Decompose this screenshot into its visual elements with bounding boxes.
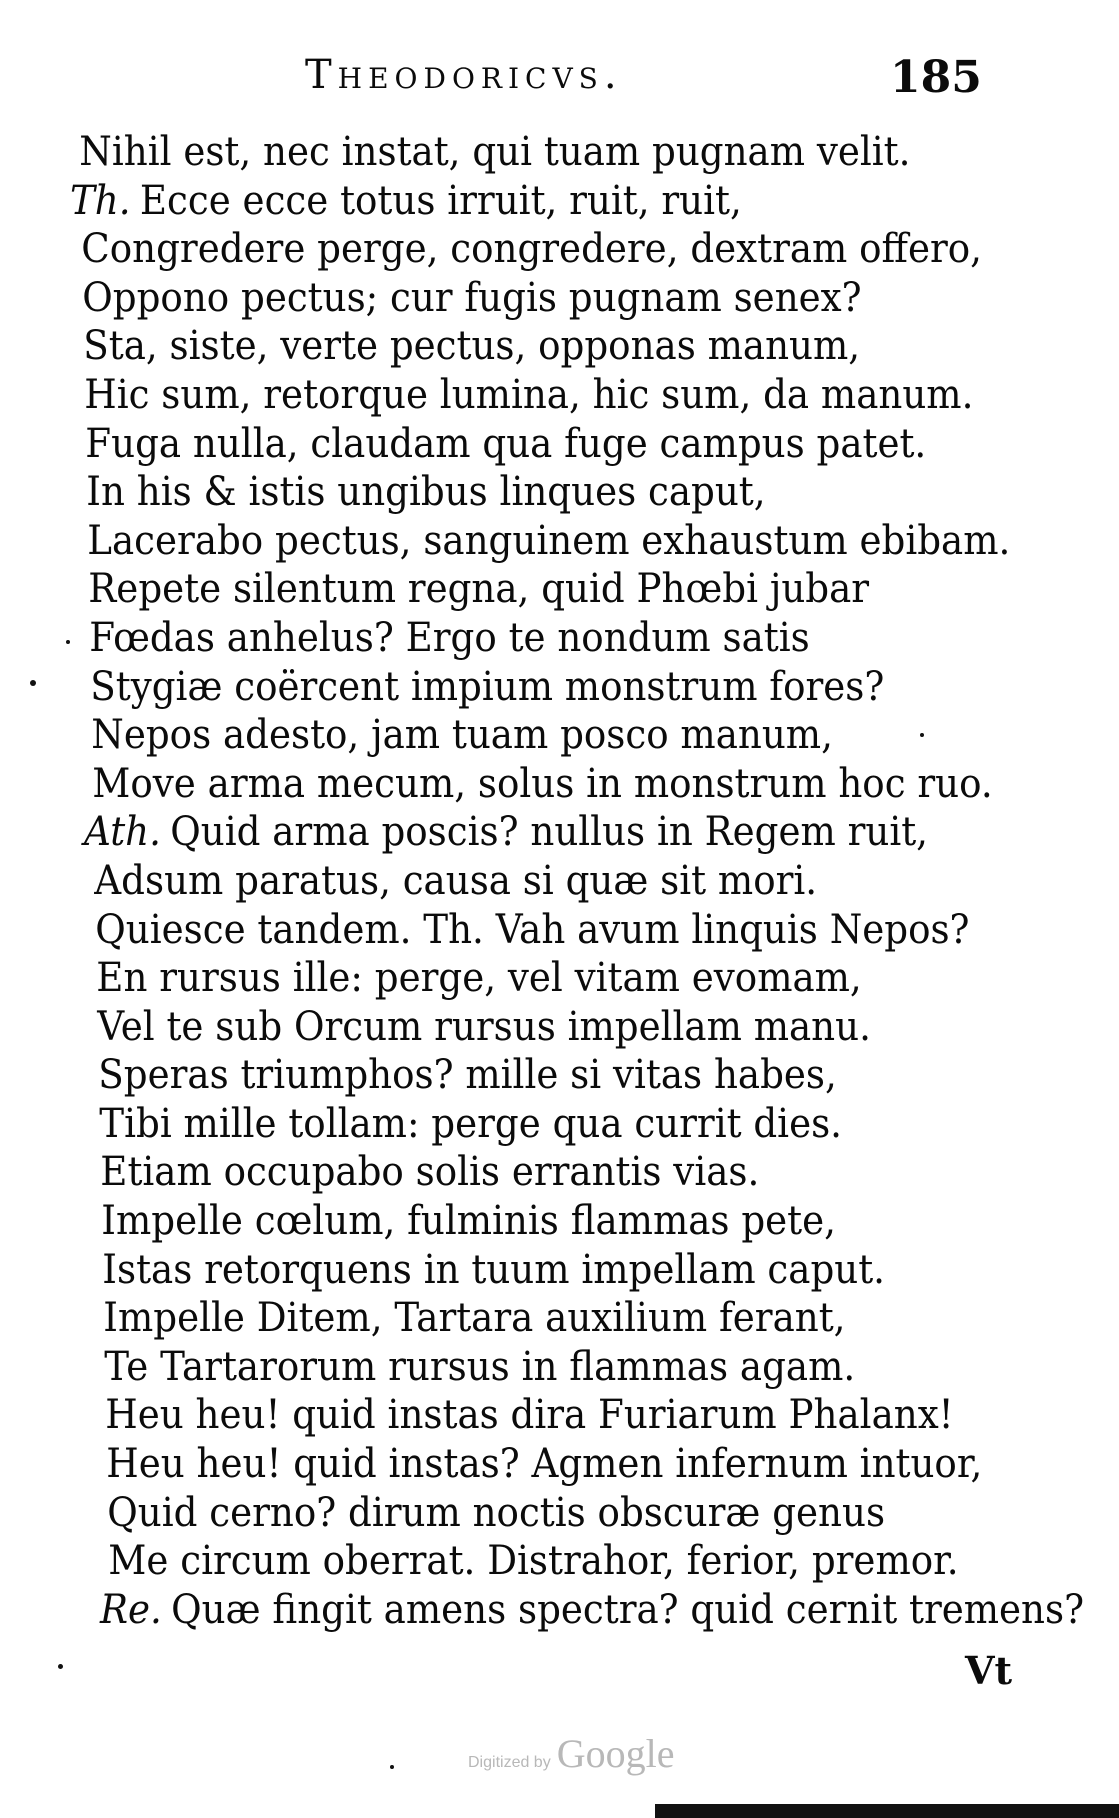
verse-line: Lacerabo pectus, sanguinem exhaustum ebibam. — [87, 517, 1011, 564]
verse-line: Congredere perge, congredere, dextram offero, — [81, 226, 983, 273]
verse-line: Te Tartarorum rursus in flammas agam. — [104, 1343, 856, 1390]
speaker-label: Re. — [100, 1586, 162, 1633]
page-edge-shadow — [655, 1804, 1119, 1818]
verse-line: Vel te sub Orcum rursus impellam manu. — [97, 1003, 871, 1050]
page-header — [0, 52, 1119, 112]
verse-line: Re. Quæ fingit amens spectra? quid cernit tremens? — [100, 1586, 1085, 1633]
verse-line: Nihil est, nec instat, qui tuam pugnam velit. — [79, 129, 911, 175]
verse-line: Th. Ecce ecce totus irruit, ruit, ruit, — [70, 177, 742, 224]
verse-line: In his & istis ungibus linques caput, — [86, 469, 766, 516]
verse-text — [0, 128, 1119, 1634]
verse-line: Stygiæ coërcent impium monstrum fores? — [90, 663, 885, 710]
scan-speck — [920, 733, 924, 737]
verse-line: Etiam occupabo solis errantis vias. — [100, 1149, 760, 1196]
verse-line: Adsum paratus, causa si quæ sit mori. — [94, 857, 818, 904]
verse-line: Hic sum, retorque lumina, hic sum, da manum. — [84, 371, 974, 418]
verse-line: Impelle cœlum, fulminis flammas pete, — [101, 1198, 836, 1245]
verse-line: Oppono pectus; cur fugis pugnam senex? — [82, 274, 862, 321]
speaker-label: Ath. — [84, 809, 161, 856]
verse-line: Heu heu! quid instas dira Furiarum Phalanx! — [105, 1392, 954, 1439]
verse-line: Move arma mecum, solus in monstrum hoc ruo. — [92, 760, 993, 807]
running-title: Theodoricvs. — [305, 52, 623, 98]
verse-line: Impelle Ditem, Tartara auxilium ferant, — [103, 1295, 846, 1342]
verse-line: Repete silentum regna, quid Phœbi jubar — [88, 566, 870, 613]
verse-line: Fœdas anhelus? Ergo te nondum satis — [89, 614, 810, 661]
watermark-brand: Google — [556, 1731, 675, 1776]
speaker-label: Th. — [70, 177, 131, 224]
scan-speck — [66, 640, 70, 644]
scan-speck — [390, 1765, 394, 1769]
verse-line: Speras triumphos? mille si vitas habes, — [98, 1052, 837, 1099]
verse-line: Me circum oberrat. Distrahor, ferior, premor. — [108, 1538, 959, 1585]
scan-speck — [30, 680, 36, 686]
verse-line: Quiesce tandem. Th. Vah avum linquis Nepos? — [95, 906, 970, 953]
watermark-prefix: Digitized by — [468, 1754, 551, 1771]
verse-line: Quid cerno? dirum noctis obscuræ genus — [107, 1489, 886, 1536]
scan-speck — [58, 1664, 63, 1669]
catchword: Vt — [965, 1648, 1013, 1693]
verse-line: Istas retorquens in tuum impellam caput. — [102, 1246, 885, 1293]
page-number: 185 — [890, 52, 982, 103]
verse-line: Sta, siste, verte pectus, opponas manum, — [83, 323, 861, 370]
verse-line: Ath. Quid arma poscis? nullus in Regem ruit, — [84, 809, 929, 856]
verse-line: Heu heu! quid instas? Agmen infernum intuor, — [106, 1441, 983, 1488]
digitization-watermark — [468, 1730, 674, 1777]
verse-line: Fuga nulla, claudam qua fuge campus patet. — [85, 420, 927, 467]
verse-line: Tibi mille tollam: perge qua currit dies. — [99, 1100, 843, 1147]
verse-line: Nepos adesto, jam tuam posco manum, — [91, 712, 833, 759]
verse-line: En rursus ille: perge, vel vitam evomam, — [96, 955, 862, 1002]
